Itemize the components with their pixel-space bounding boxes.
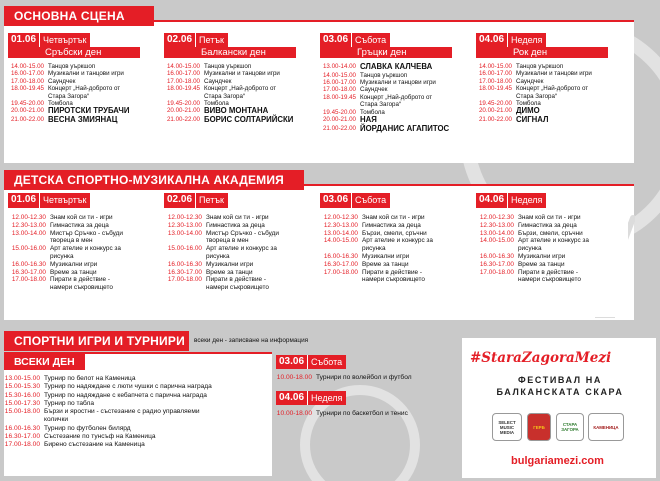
event-name: СИГНАЛ (516, 115, 549, 125)
event-time: 17.00-18.00 (479, 268, 514, 276)
festival-title-line2: БАЛКАНСКАТА СКАРА (496, 387, 624, 397)
day-header (476, 193, 628, 208)
event-row (164, 261, 316, 269)
event-name: Музикални игри (50, 260, 98, 268)
event-row (8, 116, 160, 125)
event-time: 16.00-17.00 (10, 70, 44, 78)
event-row (8, 276, 160, 292)
kids-day-panel (476, 193, 628, 317)
day-header (276, 355, 458, 369)
event-row (4, 441, 272, 449)
event-time: 18.00-19.45 (166, 85, 200, 93)
event-name: Турнир по белот на Каменица (44, 375, 136, 382)
event-row (320, 79, 472, 86)
event-name: Арт ателие и конкурс за рисунка (206, 245, 277, 260)
event-time: 16.30-17.00 (167, 268, 202, 276)
event-time: 16.00-17.00 (322, 79, 356, 86)
sports-every-day-panel (4, 352, 272, 476)
event-time: 17.00-18.00 (11, 276, 46, 284)
event-row (320, 125, 472, 134)
event-time: 16.00-16.30 (167, 260, 202, 268)
event-time: 14.00-15.00 (479, 237, 514, 245)
event-row (476, 261, 628, 269)
day-date: 02.06 (164, 193, 195, 208)
event-row (164, 230, 316, 246)
event-time: 12.30-13.00 (167, 221, 202, 229)
event-name: НАЯ (360, 115, 377, 125)
event-name: Гимнастика за деца (206, 221, 265, 229)
event-time: 16.00-16.30 (11, 260, 46, 268)
event-time: 16.30-17.00 (4, 433, 40, 441)
sponsor-logo: КАМЕНИЦА (588, 413, 624, 441)
kids-day-panel (8, 193, 160, 317)
kids-day-panel (164, 193, 316, 317)
hashtag-logo: #StaraZagoraMezi (470, 350, 612, 366)
event-row (164, 222, 316, 230)
event-row (4, 425, 272, 433)
event-row (320, 230, 472, 238)
event-name: ВИВО МОНТАНА (204, 106, 269, 116)
event-list (320, 214, 472, 284)
day-theme: Балкански ден (164, 47, 296, 58)
event-name: ДИМО (516, 106, 540, 116)
event-name: ПИРОТСКИ ТРУБАЧИ (48, 106, 130, 116)
sponsor-logo: ГЕРБ (527, 413, 551, 441)
event-name: Време за танци (50, 268, 97, 276)
event-list (320, 63, 472, 133)
every-day-label: ВСЕКИ ДЕН (4, 354, 85, 370)
event-name: Музикални игри (206, 260, 254, 268)
day-weekday: Неделя (507, 33, 546, 47)
event-row (4, 400, 272, 408)
day-header (8, 33, 160, 47)
event-name: Бирено състезание на Каменица (44, 441, 145, 449)
event-name: Турнири по баскетбол и тенис (316, 410, 408, 417)
festival-title-line1: ФЕСТИВАЛ НА (517, 375, 602, 385)
event-name: Бързи и яростни - състезание с радио управляеми колички (44, 408, 200, 424)
event-row (8, 85, 160, 100)
event-row (320, 237, 472, 253)
day-weekday: Неделя (307, 391, 346, 405)
event-time: 19.45-20.00 (478, 100, 512, 108)
event-name: Бързи, смели, сръчни (518, 229, 583, 237)
event-time: 15.00-18.00 (4, 408, 40, 416)
event-name: Томбола (360, 108, 385, 116)
event-name: Томбола (516, 100, 541, 108)
event-row (164, 245, 316, 261)
event-name: Концерт „Най-доброто от Стара Загора“ (516, 85, 589, 100)
event-list (8, 214, 160, 292)
event-time: 12.00-12.30 (11, 214, 46, 221)
event-name: Саундчек (48, 77, 76, 85)
event-name: Състезание по тунсъф на Каменица (44, 433, 156, 441)
event-name: Време за танци (362, 260, 409, 268)
event-name: Турнир по надяждане с люти чушки с парична награда (44, 383, 212, 391)
day-header (320, 193, 472, 208)
event-time: 21.00-22.00 (478, 116, 512, 124)
event-time: 12.30-13.00 (479, 221, 514, 229)
event-name: Музикални и танцови игри (48, 70, 124, 78)
event-row (476, 116, 628, 125)
event-time: 20.00-21.00 (166, 107, 200, 115)
event-name: Арт ателие и конкурс за рисунка (518, 237, 589, 253)
event-name: Време за танци (518, 260, 565, 268)
event-list (164, 214, 316, 292)
main-stage-day-panel (476, 33, 628, 159)
event-row (8, 214, 160, 222)
event-time: 20.00-21.00 (322, 116, 356, 124)
sports-note: всеки ден - записване на информация (194, 337, 309, 344)
event-name: Арт ателие и конкурс за рисунка (50, 245, 121, 260)
day-weekday: Четвъртък (39, 33, 90, 47)
event-row (4, 375, 272, 383)
event-row (476, 70, 628, 77)
event-name: Пирати в действие - намери съкровището (362, 268, 425, 284)
event-name: Знам кой си ти - игри (518, 214, 581, 221)
day-date: 04.06 (476, 193, 507, 208)
day-theme: Сръбски ден (8, 47, 140, 58)
event-row (476, 222, 628, 230)
day-weekday: Събота (351, 33, 390, 47)
event-time: 17.00-18.00 (167, 276, 202, 284)
event-row (476, 100, 628, 107)
event-time: 20.00-21.00 (10, 107, 44, 115)
day-weekday: Петък (195, 193, 228, 208)
event-row (164, 70, 316, 77)
event-row (476, 78, 628, 85)
event-row (4, 433, 272, 441)
event-row (320, 261, 472, 269)
event-name: Танцов уъркшоп (48, 63, 96, 70)
day-date: 03.06 (320, 33, 351, 47)
event-time: 17.00-18.00 (322, 86, 356, 94)
event-time: 13.00-14.00 (323, 229, 358, 237)
day-weekday: Петък (195, 33, 228, 47)
sponsor-logo: СТАРА ЗАГОРА (556, 413, 584, 441)
sports-day-panel (276, 355, 458, 385)
event-time: 14.00-15.00 (322, 71, 356, 79)
event-time: 21.00-22.00 (166, 116, 200, 124)
kids-academy-title: ДЕТСКА СПОРТНО-МУЗИКАЛНА АКАДЕМИЯ (4, 170, 304, 190)
event-name: ВЕСНА ЗМИЯНАЦ (48, 115, 118, 125)
event-row (164, 85, 316, 100)
event-row (4, 408, 272, 425)
event-row (320, 109, 472, 116)
event-time: 15.30-16.00 (4, 391, 40, 399)
event-row (164, 78, 316, 85)
day-date: 03.06 (276, 355, 307, 369)
event-list (8, 63, 160, 125)
event-row (476, 107, 628, 116)
event-time: 10.00-18.00 (276, 374, 312, 381)
event-row (4, 383, 272, 391)
event-list (476, 63, 628, 125)
every-day-event-list (4, 375, 272, 450)
day-date: 01.06 (8, 193, 39, 208)
event-name: Томбола (48, 100, 73, 108)
event-time: 13.00-14.00 (322, 63, 356, 70)
main-stage-title: ОСНОВНА СЦЕНА (4, 6, 154, 26)
day-weekday: Събота (307, 355, 346, 369)
event-time: 15.00-16.00 (11, 245, 46, 253)
event-name: Турнир по табла (44, 399, 95, 407)
event-name: Арт ателие и конкурс за рисунка (362, 237, 433, 253)
event-name: Знам кой си ти - игри (362, 214, 425, 221)
event-name: ЙОРДАНИС АГАПИТОС (360, 123, 450, 133)
day-weekday: Неделя (507, 193, 546, 208)
event-time: 15.00-17.30 (4, 399, 40, 407)
event-row (8, 245, 160, 261)
event-time: 20.00-21.00 (478, 107, 512, 115)
event-name: Музикални и танцови игри (516, 70, 592, 78)
main-stage-day-panel (164, 33, 316, 159)
event-name: Пирати в действие - намери съкровището (50, 276, 113, 292)
event-row (8, 222, 160, 230)
event-time: 15.00-16.00 (167, 245, 202, 253)
event-time: 14.00-15.00 (10, 63, 44, 70)
event-name: Концерт „Най-доброто от Стара Загора“ (48, 85, 121, 100)
event-name: Гимнастика за деца (362, 221, 421, 229)
event-list (164, 63, 316, 125)
event-row (320, 222, 472, 230)
event-time: 18.00-19.45 (10, 85, 44, 93)
event-name: Томбола (204, 100, 229, 108)
event-name: Музикални и танцови игри (204, 70, 280, 78)
event-row (320, 253, 472, 261)
day-theme: Рок ден (476, 47, 608, 58)
event-name: Танцов уъркшоп (516, 63, 564, 70)
day-theme: Гръцки ден (320, 47, 452, 58)
event-row (4, 392, 272, 400)
event-row (8, 230, 160, 246)
event-row (164, 116, 316, 125)
day-date: 01.06 (8, 33, 39, 47)
event-name: БОРИС СОЛТАРИЙСКИ (204, 115, 294, 125)
event-name: Музикални игри (362, 252, 410, 260)
sponsor-logo: SELECT MUSIC MEDIA (492, 413, 522, 441)
event-time: 16.00-17.00 (478, 70, 512, 78)
event-row (8, 78, 160, 85)
event-time: 16.30-17.00 (479, 260, 514, 268)
event-time: 19.45-20.00 (10, 100, 44, 108)
event-name: Турнир по футболен билярд (44, 424, 131, 432)
event-time: 18.00-19.45 (478, 85, 512, 93)
event-name: Турнири по волейбол и футбол (316, 374, 412, 381)
event-time: 13.00-14.00 (167, 229, 202, 237)
event-row (164, 276, 316, 292)
event-name: Концерт „Най-доброто от Стара Загора“ (204, 85, 277, 100)
event-name: Музикални игри (518, 252, 566, 260)
day-header (320, 33, 472, 47)
day-header (276, 391, 458, 405)
event-row (476, 253, 628, 261)
event-name: Саундчек (204, 77, 232, 85)
event-time: 18.00-19.45 (322, 93, 356, 101)
event-row (320, 269, 472, 285)
kids-day-panel (320, 193, 472, 317)
event-name: Гимнастика за деца (518, 221, 577, 229)
event-time: 13.00-15.00 (4, 375, 40, 382)
event-time: 19.45-20.00 (166, 100, 200, 108)
event-time: 12.30-13.00 (323, 221, 358, 229)
event-time: 12.00-12.30 (167, 214, 202, 221)
event-name: Пирати в действие - намери съкровището (206, 276, 269, 292)
main-stage-day-panel (320, 33, 472, 159)
event-name: СЛАВКА КАЛЧЕВА (360, 62, 433, 71)
day-header (8, 193, 160, 208)
website-link[interactable]: bulgariamezi.com (511, 455, 604, 467)
event-name: Знам кой си ти - игри (206, 214, 269, 221)
event-row (8, 261, 160, 269)
event-row (8, 63, 160, 70)
event-row (476, 269, 628, 285)
event-time: 12.00-12.30 (323, 214, 358, 221)
event-row (8, 70, 160, 77)
event-time: 10.00-18.00 (276, 410, 312, 417)
event-time: 16.00-16.30 (323, 252, 358, 260)
event-row (320, 86, 472, 93)
event-row (476, 237, 628, 253)
event-row (164, 214, 316, 222)
event-row (476, 214, 628, 222)
event-row (276, 374, 458, 381)
event-name: Саундчек (360, 86, 388, 94)
event-name: Турнир по надяждане с кебапчета с парична награда (44, 391, 207, 399)
event-row (320, 214, 472, 222)
event-time: 17.00-18.00 (10, 77, 44, 85)
event-time: 14.00-15.00 (478, 63, 512, 70)
main-stage-day-panel (8, 33, 160, 159)
event-list (476, 214, 628, 284)
event-name: Концерт „Най-доброто от Стара Загора“ (360, 93, 433, 109)
event-time: 17.00-18.00 (166, 77, 200, 85)
sports-day-panel (276, 391, 458, 421)
day-header (164, 193, 316, 208)
event-time: 21.00-22.00 (10, 116, 44, 124)
event-name: Мистър Сръчко - събуди твореца в мен (206, 229, 279, 245)
event-time: 16.30-17.00 (323, 260, 358, 268)
day-date: 04.06 (276, 391, 307, 405)
event-row (320, 72, 472, 79)
event-name: Бързи, смели, сръчни (362, 229, 427, 237)
event-name: Танцов уъркшоп (360, 71, 408, 79)
day-weekday: Събота (351, 193, 390, 208)
event-name: Саундчек (516, 77, 544, 85)
event-name: Пирати в действие - намери съкровището (518, 268, 581, 284)
event-time: 13.00-14.00 (479, 229, 514, 237)
event-time: 17.00-18.00 (478, 77, 512, 85)
event-row (476, 85, 628, 100)
event-time: 19.45-20.00 (322, 108, 356, 116)
event-time: 14.00-15.00 (323, 237, 358, 245)
day-date: 02.06 (164, 33, 195, 47)
event-time: 16.30-17.00 (11, 268, 46, 276)
event-time: 12.00-12.30 (479, 214, 514, 221)
event-name: Гимнастика за деца (50, 221, 109, 229)
event-time: 17.00-18.00 (4, 441, 40, 449)
event-time: 21.00-22.00 (322, 124, 356, 132)
event-row (164, 63, 316, 70)
event-name: Музикални и танцови игри (360, 79, 436, 86)
day-header (476, 33, 628, 47)
event-time: 14.00-15.00 (166, 63, 200, 70)
event-time: 17.00-18.00 (323, 268, 358, 276)
day-date: 04.06 (476, 33, 507, 47)
event-name: Знам кой си ти - игри (50, 214, 113, 221)
event-time: 13.00-14.00 (11, 229, 46, 237)
event-time: 16.00-17.00 (166, 70, 200, 78)
event-row (476, 230, 628, 238)
event-time: 12.30-13.00 (11, 221, 46, 229)
event-name: Танцов уъркшоп (204, 63, 252, 70)
day-date: 03.06 (320, 193, 351, 208)
sports-title: СПОРТНИ ИГРИ И ТУРНИРИ (4, 331, 189, 351)
event-name: Мистър Сръчко - събуди твореца в мен (50, 229, 123, 245)
day-weekday: Четвъртък (39, 193, 90, 208)
event-row (320, 63, 472, 72)
event-time: 15.00-15.30 (4, 383, 40, 391)
event-time: 16.00-16.30 (4, 424, 40, 432)
event-time: 16.00-16.30 (479, 252, 514, 260)
event-row (476, 63, 628, 70)
event-row (276, 410, 458, 417)
day-header (164, 33, 316, 47)
event-name: Време за танци (206, 268, 253, 276)
event-row (320, 94, 472, 109)
